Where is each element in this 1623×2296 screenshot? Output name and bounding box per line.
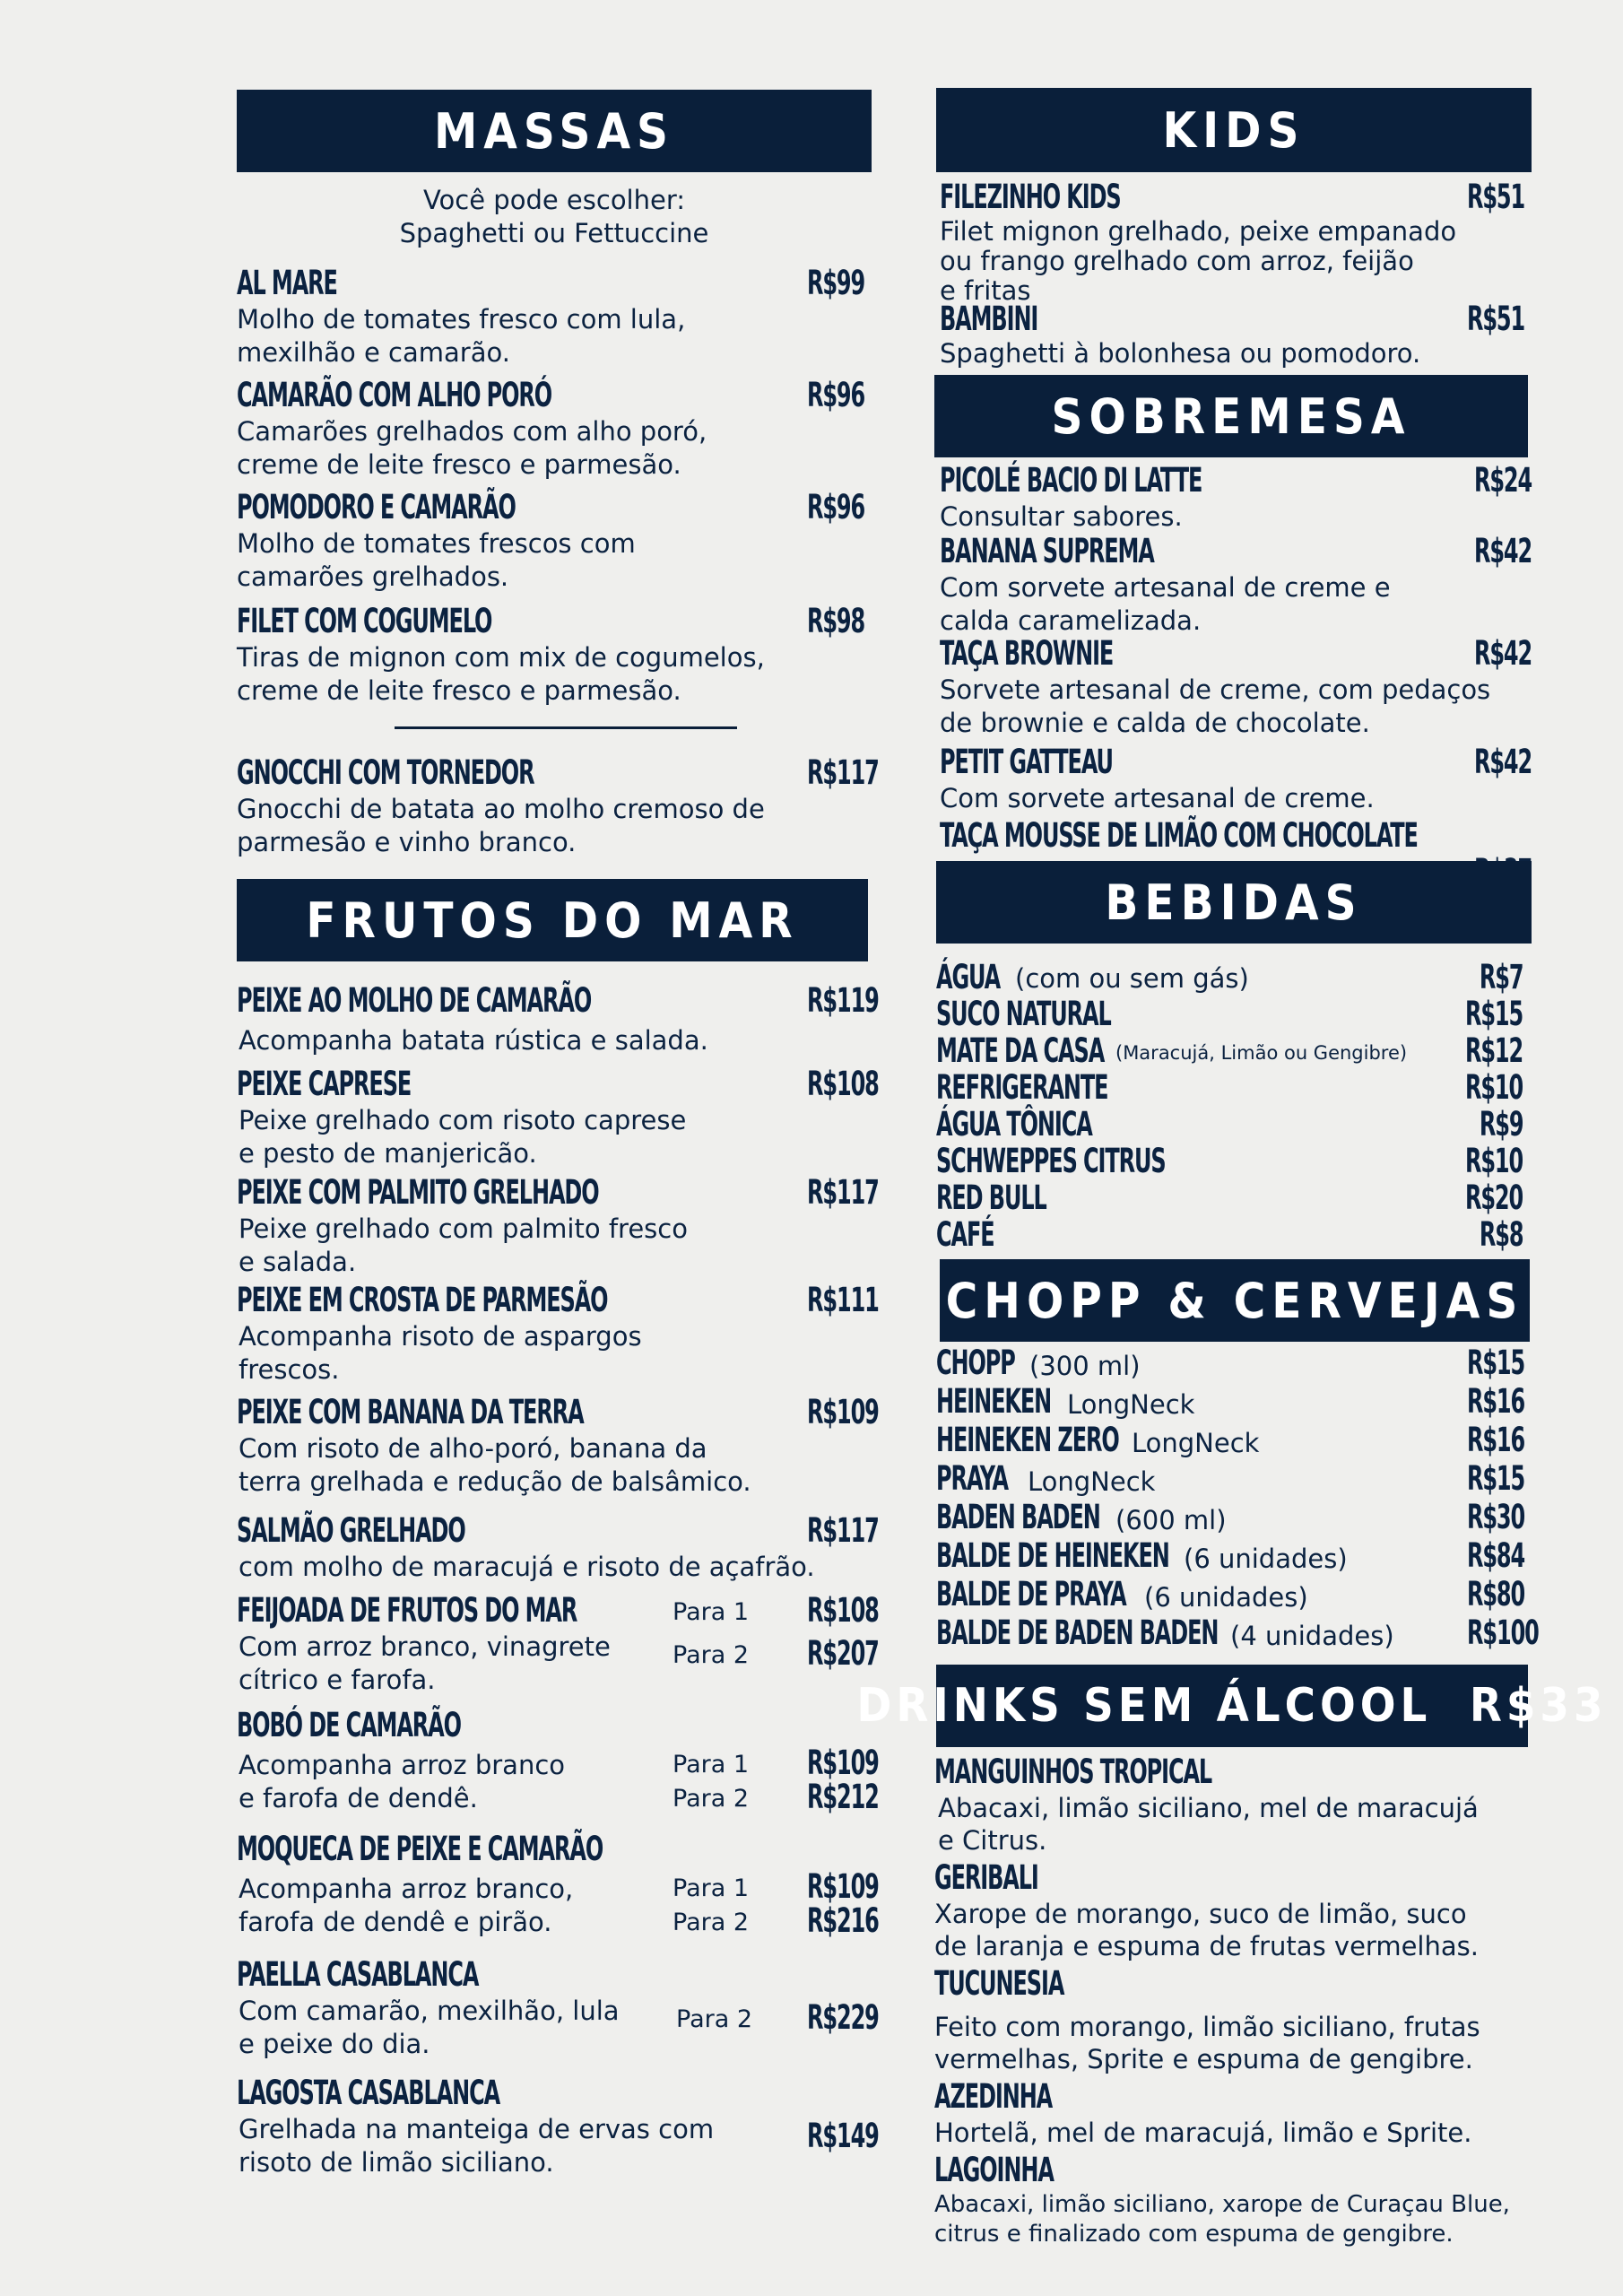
item-name: HEINEKEN [936,1382,1052,1421]
list-item [936,1033,1523,1070]
item-name: BADEN BADEN [936,1498,1100,1536]
item-desc: Acompanha batata rústica e salada. [239,1025,708,1056]
list-item [936,1538,1539,1577]
massas-item-gnocchi [237,755,879,859]
frutos-item-salmao [237,1513,879,1584]
item-desc: Molho de tomates fresco com lula, [237,304,686,335]
item-desc: Peixe grelhado com palmito fresco [239,1213,688,1244]
item-name: AL MARE [237,264,337,302]
item-desc: Com arroz branco, vinagrete [239,1631,611,1662]
frutos-item-peixe-crosta [237,1283,879,1387]
item-desc: Grelhada na manteiga de ervas com [239,2114,715,2144]
item-price: R$229 [807,1998,879,2037]
item-price: R$42 [1473,743,1532,781]
item-name: LAGOSTA CASABLANCA [237,2074,500,2112]
item-name: CAMARÃO COM ALHO PORÓ [237,376,552,414]
frutos-item-peixe-caprese [237,1066,879,1170]
list-item [936,1070,1523,1107]
item-desc: cítrico e farofa. [239,1665,436,1695]
item-price: R$100 [1467,1613,1539,1652]
item-price: R$212 [807,1778,879,1816]
item-price: R$15 [1466,1459,1524,1498]
item-note: (com ou sem gás) [1015,963,1249,994]
list-item [936,996,1523,1033]
list-item [936,1217,1523,1254]
item-desc: e farofa de dendê. [239,1783,478,1813]
item-note: LongNeck [1132,1428,1260,1458]
sobremesa-item-petit-gatteau [940,744,1532,815]
item-desc: creme de leite fresco e parmesão. [237,449,681,480]
drink-azedinha [934,2079,1553,2149]
item-name: BAMBINI [940,300,1038,338]
item-note: LongNeck [1067,1389,1195,1420]
item-price: R$7 [1479,958,1523,996]
item-name: SALMÃO GRELHADO [237,1511,465,1550]
item-price: R$98 [806,602,864,640]
item-name: PEIXE CAPRESE [237,1065,412,1103]
item-desc: Com risoto de alho-poró, banana da [239,1433,707,1464]
drink-tucunesia [934,1966,1553,2075]
item-name: PEIXE COM PALMITO GRELHADO [237,1173,599,1212]
item-price: R$12 [1464,1031,1523,1070]
frutos-item-feijoada [237,1593,879,1697]
item-desc: Filet mignon grelhado, peixe empanado [940,216,1457,247]
item-desc: terra grelhada e redução de balsâmico. [239,1466,751,1497]
item-desc: Consultar sabores. [940,501,1183,532]
frutos-title: FRUTOS DO MAR [306,891,799,949]
item-desc: e peixe do dia. [239,2029,430,2059]
item-desc: de laranja e espuma de frutas vermelhas. [934,1931,1479,1961]
list-item [936,1345,1539,1384]
item-desc: camarões grelhados. [237,561,509,592]
portion-label: Para 2 [673,1909,750,1936]
item-desc: Gnocchi de batata ao molho cremoso de [237,794,765,824]
item-desc: e Citrus. [938,1825,1047,1856]
item-desc: Com sorvete artesanal de creme. [940,783,1375,813]
list-item [936,960,1523,996]
item-note: LongNeck [1028,1466,1156,1497]
item-name: PETIT GATTEAU [940,743,1113,781]
frutos-header [237,879,868,961]
item-desc: e pesto de manjericão. [239,1138,537,1169]
item-note: (6 unidades) [1184,1544,1348,1574]
kids-item-filezinho [940,179,1524,306]
item-price: R$24 [1473,461,1532,500]
item-name: BALDE DE BADEN BADEN [936,1613,1219,1652]
sobremesa-header [934,375,1528,457]
item-price: R$108 [807,1591,879,1630]
massas-item-al-mare [237,265,864,370]
drink-manguinhos [934,1754,1553,1857]
item-price: R$10 [1464,1142,1523,1180]
massas-note-line-1: Você pode escolher: [422,185,686,215]
item-note: (Maracujá, Limão ou Gengibre) [1115,1042,1408,1064]
list-item [936,1384,1539,1422]
item-price: R$42 [1473,532,1532,570]
item-desc: Tiras de mignon com mix de cogumelos, [237,642,765,673]
item-price: R$51 [1466,178,1524,216]
item-price: R$109 [807,1393,879,1431]
item-price: R$80 [1466,1575,1524,1613]
item-name: BALDE DE HEINEKEN [936,1536,1169,1575]
drink-geribali [934,1860,1553,1962]
item-desc: Sorvete artesanal de creme, com pedaços [940,674,1491,705]
item-desc: Acompanha risoto de aspargos [239,1321,642,1352]
item-desc: creme de leite fresco e parmesão. [237,675,681,706]
item-price: R$8 [1479,1215,1523,1254]
sobremesa-item-taca-brownie [940,636,1532,740]
item-desc: Spaghetti à bolonhesa ou pomodoro. [940,338,1421,369]
portion-label: Para 2 [673,1641,750,1669]
portion-label: Para 1 [673,1598,750,1626]
item-name: PRAYA [936,1459,1008,1498]
item-price: R$99 [806,264,864,302]
item-note: (4 unidades) [1230,1621,1394,1651]
item-name: PAELLA CASABLANCA [237,1955,479,1994]
drinks-header [856,1665,1608,1747]
item-name: PEIXE COM BANANA DA TERRA [237,1393,584,1431]
item-name: PEIXE AO MOLHO DE CAMARÃO [237,981,592,1020]
kids-title: KIDS [1162,101,1306,159]
item-note: (600 ml) [1115,1505,1227,1535]
item-price: R$51 [1466,300,1524,338]
item-name: GERIBALI [934,1858,1038,1897]
item-desc: parmesão e vinho branco. [237,827,577,857]
list-item [936,1615,1539,1654]
item-note: (6 unidades) [1144,1582,1308,1613]
item-price: R$10 [1464,1068,1523,1107]
bebidas-list [936,960,1523,1254]
item-price: R$109 [807,1867,879,1906]
item-price: R$117 [807,1173,879,1212]
item-desc: Feito com morango, limão siciliano, frutas [934,2012,1480,2042]
item-desc: Molho de tomates frescos com [237,528,636,559]
item-name: POMODORO E CAMARÃO [237,488,516,526]
list-item [936,1500,1539,1538]
item-name: HEINEKEN ZERO [936,1421,1119,1459]
chopp-header [940,1259,1530,1342]
item-name: LAGOINHA [934,2151,1054,2189]
massas-header [237,90,872,172]
item-name: TUCUNESIA [934,1964,1064,2003]
item-name: ÁGUA [936,958,1001,996]
item-desc: Com sorvete artesanal de creme e [940,572,1391,603]
item-name: MATE DA CASA [936,1031,1105,1070]
item-desc: vermelhas, Sprite e espuma de gengibre. [934,2044,1473,2074]
drinks-list [934,1754,1553,2249]
item-desc: farofa de dendê e pirão. [239,1907,552,1937]
item-name: PEIXE EM CROSTA DE PARMESÃO [237,1281,608,1319]
item-desc: risoto de limão siciliano. [239,2147,554,2178]
item-name: AZEDINHA [934,2077,1053,2116]
item-price: R$30 [1466,1498,1524,1536]
item-name: BANANA SUPREMA [940,532,1154,570]
bebidas-title: BEBIDAS [1105,874,1363,931]
item-price: R$111 [807,1281,879,1319]
item-price: R$149 [807,2117,879,2155]
item-price: R$9 [1479,1105,1523,1144]
bebidas-header [936,861,1532,944]
item-name: MOQUECA DE PEIXE E CAMARÃO [237,1830,603,1868]
item-price: R$15 [1466,1344,1524,1382]
item-price: R$119 [807,981,879,1020]
item-name: BOBÓ DE CAMARÃO [237,1706,461,1744]
item-name: PICOLÉ BACIO DI LATTE [940,461,1202,500]
item-price: R$96 [806,376,864,414]
item-price: R$96 [806,488,864,526]
item-price: R$16 [1466,1382,1524,1421]
item-name: ÁGUA TÔNICA [936,1105,1092,1144]
massas-note-line-2: Spaghetti ou Fettuccine [399,218,709,248]
list-item [936,1180,1523,1217]
sobremesa-item-picole [940,463,1532,534]
item-desc: e salada. [239,1247,357,1277]
frutos-item-paella [237,1957,879,2065]
item-name: CHOPP [936,1344,1015,1382]
frutos-item-lagosta [237,2075,879,2183]
item-desc: frescos. [239,1354,340,1385]
item-desc: Acompanha arroz branco [239,1750,566,1780]
item-name: TAÇA BROWNIE [940,634,1114,673]
item-price: R$216 [807,1901,879,1940]
massas-item-filet-cogumelo [237,604,864,708]
item-desc: Xarope de morango, suco de limão, suco [934,1899,1467,1929]
kids-item-bambini [940,301,1524,369]
item-price: R$20 [1464,1178,1523,1217]
list-item [936,1422,1539,1461]
list-item [936,1107,1523,1144]
item-price: R$109 [807,1744,879,1782]
drink-lagoinha [934,2152,1553,2249]
list-item [936,1461,1539,1500]
portion-label: Para 2 [676,2005,753,2033]
item-note: (300 ml) [1029,1351,1141,1381]
portion-label: Para 1 [673,1751,750,1779]
item-price: R$117 [807,1511,879,1550]
item-name: SCHWEPPES CITRUS [936,1142,1166,1180]
item-desc: Camarões grelhados com alho poró, [237,416,707,447]
item-name: MANGUINHOS TROPICAL [934,1752,1212,1791]
massas-title: MASSAS [433,102,675,160]
item-desc: citrus e finalizado com espuma de gengibre. [934,2221,1454,2248]
item-price: R$42 [1473,634,1532,673]
item-desc: com molho de maracujá e risoto de açafrão. [239,1552,815,1582]
massas-item-camarao-alho-poro [237,378,864,482]
portion-label: Para 2 [673,1785,750,1813]
massas-divider [395,726,737,729]
item-price: R$108 [807,1065,879,1103]
item-desc: Abacaxi, limão siciliano, xarope de Curaçau Blue, [934,2191,1510,2218]
list-item [936,1144,1523,1180]
item-desc: Acompanha arroz branco, [239,1874,574,1904]
item-price: R$16 [1466,1421,1524,1459]
item-price: R$117 [807,753,879,792]
kids-header [936,88,1532,172]
item-desc: e fritas [940,275,1031,306]
item-name: FILEZINHO KIDS [940,178,1121,216]
chopp-title: CHOPP & CERVEJAS [945,1272,1524,1329]
drinks-title: DRINKS SEM ÁLCOOL R$33 [856,1679,1608,1733]
item-desc: Abacaxi, limão siciliano, mel de maracujá [938,1793,1479,1823]
list-item [936,1577,1539,1615]
item-price: R$84 [1466,1536,1524,1575]
item-name: CAFÉ [936,1215,994,1254]
item-desc: Com camarão, mexilhão, lula [239,1996,620,2026]
item-desc: Hortelã, mel de maracujá, limão e Sprite. [934,2118,1472,2148]
frutos-item-bobo [237,1708,879,1815]
massas-note [237,184,872,250]
frutos-item-peixe-molho-camarao [237,983,879,1057]
item-name: FEIJOADA DE FRUTOS DO MAR [237,1591,577,1630]
item-price: R$207 [807,1634,879,1673]
frutos-item-moqueca [237,1831,879,1939]
item-name: GNOCCHI COM TORNEDOR [237,753,534,792]
item-desc: de brownie e calda de chocolate. [940,708,1370,738]
item-name: REFRIGERANTE [936,1068,1108,1107]
sobremesa-item-taca-mousse [940,818,1532,856]
item-desc: Peixe grelhado com risoto caprese [239,1105,687,1135]
sobremesa-title: SOBREMESA [1051,387,1411,445]
item-name: RED BULL [936,1178,1046,1217]
frutos-item-peixe-banana [237,1395,879,1499]
item-name: FILET COM COGUMELO [237,602,492,640]
item-desc: ou frango grelhado com arroz, feijão [940,246,1414,276]
item-name: BALDE DE PRAYA [936,1575,1126,1613]
sobremesa-item-banana-suprema [940,534,1532,638]
item-desc: calda caramelizada. [940,605,1202,636]
frutos-item-peixe-palmito [237,1175,879,1279]
massas-item-pomodoro [237,490,864,594]
item-desc: mexilhão e camarão. [237,337,510,368]
chopp-list [936,1345,1539,1654]
item-name: TAÇA MOUSSE DE LIMÃO COM CHOCOLATE [940,816,1418,855]
item-name: SUCO NATURAL [936,995,1111,1033]
portion-label: Para 1 [673,1874,750,1902]
item-price: R$15 [1464,995,1523,1033]
